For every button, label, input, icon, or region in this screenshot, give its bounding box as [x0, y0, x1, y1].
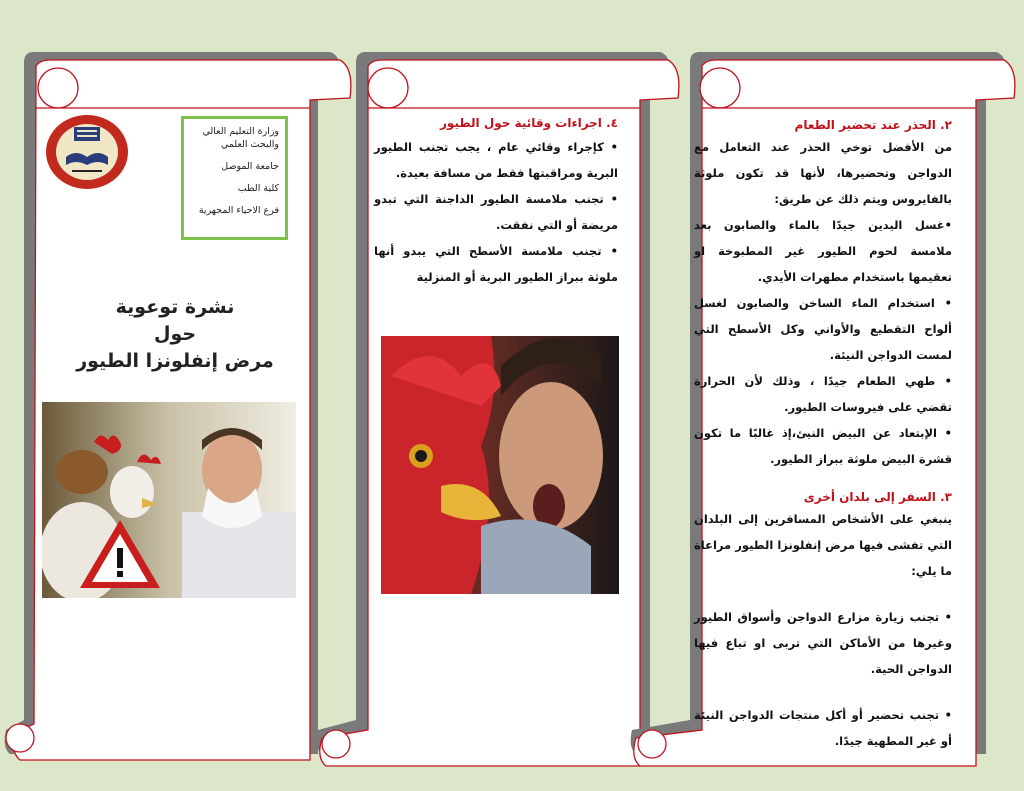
rooster-man-sneezing-photo — [381, 336, 619, 594]
title-line: نشرة توعوية — [115, 296, 235, 318]
section-heading: ٢. الحذر عند تحضير الطعام — [794, 118, 952, 132]
title-line: حول — [153, 323, 197, 345]
ministry-line: فرع الاحياء المجهرية — [198, 205, 279, 216]
university-logo — [44, 113, 130, 191]
paragraph: • كإجراء وقائي عام ، يجب تجنب الطيور البرية ومراقبتها فقط من مسافة بعيدة. — [374, 140, 618, 180]
paragraph: • تجنب تحضير أو أكل منتجات الدواجن النيئة أو غير المطهية جيدًا. — [694, 708, 952, 748]
section-heading: ٤. اجراءات وقائية حول الطيور — [440, 116, 618, 130]
paragraph: • استخدام الماء الساخن والصابون لغسل ألواح التقطيع والأواني وكل الأسطح التي لمست الدواجن النيئة. — [694, 296, 952, 362]
paragraph: • تجنب زيارة مزارع الدواجن وأسواق الطيور وغيرها من الأماكن التي تربى او تباع فيها الدواجن الحية. — [694, 610, 952, 676]
right-panel-text — [694, 118, 952, 754]
paragraph: ينبغي على الأشخاص المسافرين إلى البلدان التي تفشى فيها مرض إنفلونزا الطيور مراعاة ما يلي: — [694, 512, 952, 578]
paragraph: من الأفضل توخي الحذر عند التعامل مع الدواجن وتحضيرها، لأنها قد تكون ملوثة بالفايروس ويتم ذلك عن طريق: — [694, 140, 952, 206]
paragraph: • تجنب ملامسة الأسطح التي يبدو أنها ملوثة ببراز الطيور البرية أو المنزلية — [374, 244, 618, 284]
paragraph: • الإبتعاد عن البيض النيئ،إذ غالبًا ما تكون قشرة البيض ملوثة ببراز الطيور. — [694, 426, 952, 466]
brochure-title — [40, 294, 310, 375]
section-heading: ٣. السفر إلى بلدان أخرى — [803, 490, 952, 504]
paragraph: •غسل اليدين جيدًا بالماء والصابون بعد ملامسة لحوم الطيور غير المطبوخة او تعقيمها باستخدام مطهرات الأيدي. — [694, 218, 952, 284]
ministry-line: وزارة التعليم العالي والبحث العلمي — [202, 126, 279, 150]
ministry-info-box — [181, 116, 288, 240]
paragraph: • تجنب ملامسة الطيور الداجنة التي تبدو مريضة أو التي نفقت. — [374, 192, 618, 232]
ministry-line: جامعة الموصل — [221, 161, 279, 172]
man-sneezing-chickens-photo — [42, 402, 296, 598]
ministry-line: كلية الطب — [237, 183, 279, 194]
title-line: مرض إنفلونزا الطيور — [76, 350, 274, 372]
middle-panel-text — [374, 116, 618, 290]
paragraph: • طهي الطعام جيدًا ، وذلك لأن الحرارة تقضي على فيروسات الطيور. — [694, 374, 952, 414]
